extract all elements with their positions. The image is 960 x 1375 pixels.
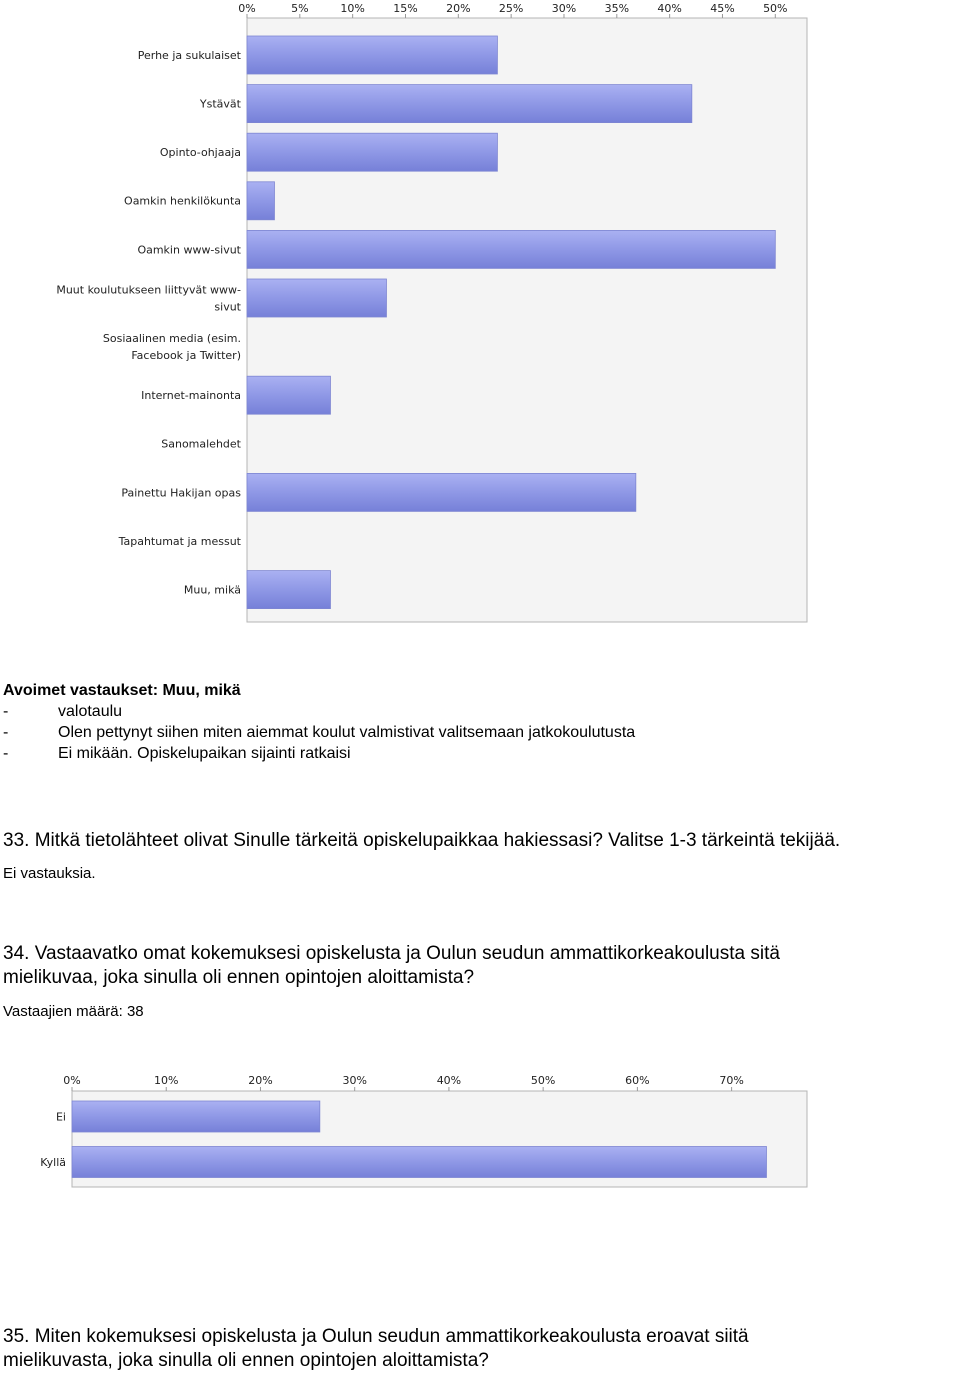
category-label: Painettu Hakijan opas — [121, 486, 241, 500]
x-tick-label: 10% — [340, 2, 365, 15]
category-label: Internet-mainonta — [141, 389, 241, 403]
x-tick-label: 20% — [446, 2, 471, 15]
bar-row — [56, 1101, 320, 1132]
x-tick-label: 50% — [763, 2, 788, 15]
bar — [247, 571, 330, 609]
bar-row — [121, 473, 636, 511]
respondent-count: Vastaajien määrä: 38 — [3, 1003, 144, 1020]
bar-row — [103, 332, 241, 362]
list-dash: - — [3, 745, 9, 762]
x-tick-label: 30% — [342, 1074, 367, 1087]
bar-row — [141, 376, 330, 414]
x-tick-label: 30% — [551, 2, 577, 15]
x-tick-label: 10% — [154, 1074, 179, 1087]
category-label: Opinto-ohjaaja — [159, 146, 241, 160]
category-label: Sosiaalinen media (esim. — [102, 331, 241, 345]
bar-row — [138, 36, 498, 74]
open-answer-text: Ei mikään. Opiskelupaikan sijainti ratkaisi — [58, 745, 351, 762]
x-tick-label: 20% — [248, 1074, 273, 1087]
category-label: Kyllä — [40, 1155, 66, 1169]
bar — [72, 1147, 766, 1178]
category-label: Facebook ja Twitter) — [131, 348, 241, 362]
question-33-note: Ei vastauksia. — [3, 865, 96, 882]
bar-row — [184, 571, 331, 609]
category-label: Muut koulutukseen liittyvät www- — [56, 283, 241, 297]
bar — [72, 1101, 320, 1132]
bar-row — [160, 133, 498, 171]
question-34-title-line1: 34. Vastaavatko omat kokemuksesi opiskelusta ja Oulun seudun ammattikorkeakoulusta sitä — [3, 943, 780, 964]
category-label: sivut — [214, 300, 241, 314]
category-label: Ei — [55, 1110, 66, 1124]
question-34-title-line2: mielikuvaa, joka sinulla oli ennen opintojen aloittamista? — [3, 967, 475, 988]
list-dash: - — [3, 703, 9, 720]
category-label: Oamkin www-sivut — [137, 243, 241, 257]
category-label: Tapahtumat ja messut — [118, 534, 241, 548]
x-tick-label: 0% — [238, 2, 256, 15]
bar-row — [199, 85, 692, 123]
bar — [247, 133, 497, 171]
open-answer-text: valotaulu — [58, 703, 123, 720]
open-answer-text: Olen pettynyt siihen miten aiemmat koulut valmistivat valitsemaan jatkokoulutusta — [58, 724, 636, 741]
bar-row — [40, 1147, 766, 1178]
category-label: Muu, mikä — [183, 583, 241, 597]
bar-row — [118, 535, 242, 548]
x-tick-label: 45% — [710, 2, 735, 15]
question-33-title: 33. Mitkä tietolähteet olivat Sinulle tärkeitä opiskelupaikkaa hakiessasi? Valitse 1-3 tärkeintä tekijää. — [3, 830, 841, 851]
category-label: Ystävät — [199, 97, 241, 111]
bar-row — [137, 230, 775, 268]
x-tick-label: 0% — [63, 1074, 81, 1087]
bar-row — [124, 182, 274, 220]
bar — [247, 85, 692, 123]
category-label: Oamkin henkilökunta — [124, 194, 241, 208]
open-answers-heading: Avoimet vastaukset: Muu, mikä — [3, 682, 241, 699]
x-tick-label: 40% — [657, 2, 682, 15]
bar — [247, 182, 274, 220]
bar — [247, 473, 636, 511]
x-tick-label: 70% — [719, 1074, 744, 1087]
question-35-title-line2: mielikuvasta, joka sinulla oli ennen opintojen aloittamista? — [3, 1350, 489, 1371]
bar — [247, 376, 330, 414]
x-tick-label: 50% — [530, 1074, 556, 1087]
bar — [247, 36, 497, 74]
question-35-title-line1: 35. Miten kokemuksesi opiskelusta ja Oulun seudun ammattikorkeakoulusta eroavat siitä — [3, 1326, 749, 1347]
x-tick-label: 40% — [436, 1074, 462, 1087]
x-tick-label: 25% — [498, 2, 524, 15]
x-tick-label: 15% — [393, 2, 418, 15]
x-tick-label: 5% — [291, 2, 309, 15]
x-tick-label: 60% — [625, 1074, 650, 1087]
category-label: Sanomalehdet — [161, 437, 241, 451]
x-tick-label: 35% — [604, 2, 630, 15]
bar-row — [56, 279, 386, 317]
category-label: Perhe ja sukulaiset — [137, 48, 241, 62]
open-answers-list — [0, 702, 960, 766]
expectations-bar-chart — [0, 1060, 960, 1200]
bar-row — [161, 438, 241, 451]
information-sources-bar-chart — [0, 0, 960, 640]
bar — [247, 279, 386, 317]
bar — [247, 230, 775, 268]
list-dash: - — [3, 724, 9, 741]
